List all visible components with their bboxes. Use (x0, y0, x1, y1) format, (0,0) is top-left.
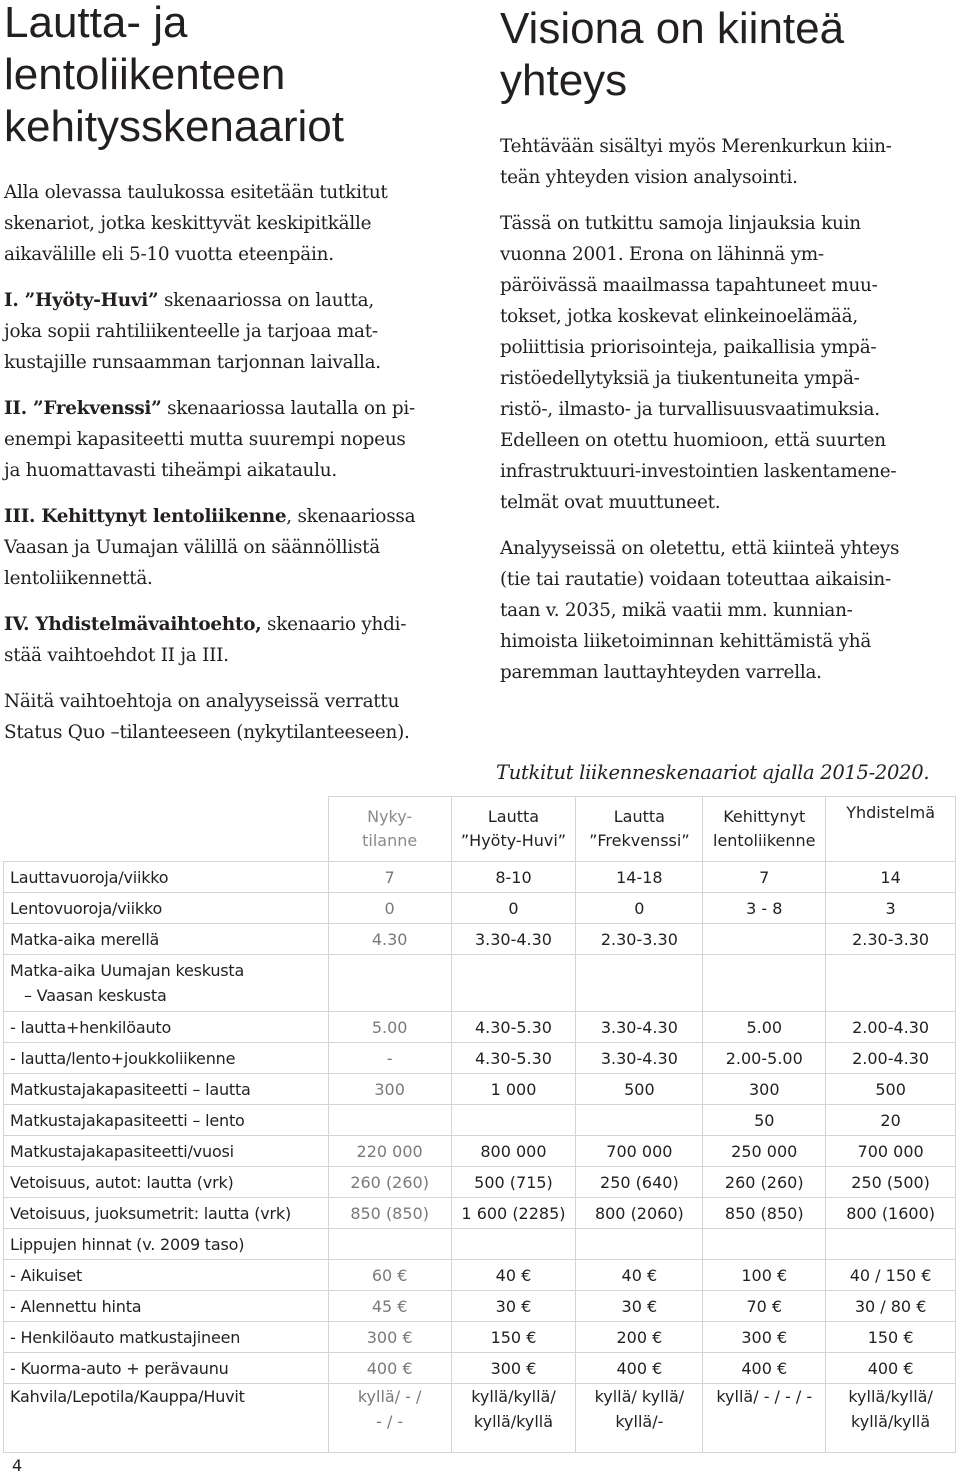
text-line: stää vaihtoehdot II ja III. (4, 645, 229, 666)
left-title-line: kehitysskenaariot (4, 102, 344, 151)
table-cell: 100 € (703, 1260, 826, 1291)
text-line: telmät ovat muuttuneet. (500, 492, 721, 513)
table-cell: 500 (715) (451, 1167, 576, 1198)
left-title-line: lentoliikenteen (4, 50, 286, 99)
row-label (4, 1260, 329, 1291)
text-line: Vaasan ja Uumajan välillä on säännöllistä (4, 537, 380, 558)
table-row (4, 1229, 956, 1260)
row-label (4, 1322, 329, 1353)
column-header (703, 797, 826, 862)
table-cell: 800 (1600) (826, 1198, 956, 1229)
scenario-3-name: III. Kehittynyt lentoliikenne (4, 506, 287, 527)
table-cell: 300 (703, 1074, 826, 1105)
scenario-2-paragraph (4, 393, 459, 486)
row-label (4, 1353, 329, 1384)
table-cell: 150 € (826, 1322, 956, 1353)
table-cell (451, 1384, 576, 1453)
table-cell: 700 000 (576, 1136, 703, 1167)
vision-paragraph-2 (500, 208, 955, 518)
row-label (4, 955, 329, 1012)
table-cell: 14-18 (576, 862, 703, 893)
text-line: Status Quo –tilanteeseen (nykytilanteeseen). (4, 722, 410, 743)
header-line: Lautta (613, 807, 665, 826)
table-cell: 8-10 (451, 862, 576, 893)
text-line: teän yhteyden vision analysointi. (500, 167, 798, 188)
outro-paragraph (4, 686, 459, 748)
header-line: Nyky- (367, 807, 413, 826)
table-cell: 20 (826, 1105, 956, 1136)
table-cell: 3 - 8 (703, 893, 826, 924)
table-caption: Tutkitut liikenneskenaariot ajalla 2015-2020. (496, 761, 930, 784)
text-line: tokset, jotka koskevat elinkeinoelämää, (500, 306, 858, 327)
text-line: (tie tai rautatie) voidaan toteuttaa aikaisin- (500, 569, 891, 590)
table-cell (826, 1229, 956, 1260)
header-line: Yhdistelmä (846, 803, 935, 822)
vision-paragraph-1 (500, 131, 955, 193)
row-label (4, 1012, 329, 1043)
text-line: joka sopii rahtiliikenteelle ja tarjoaa mat- (4, 321, 378, 342)
row-label-text: Matkustajakapasiteetti – lautta (10, 1079, 251, 1099)
table-cell: 4.30-5.30 (451, 1043, 576, 1074)
table-cell: 850 (850) (703, 1198, 826, 1229)
cell-line: kyllä/ - / (357, 1387, 422, 1406)
table-cell: 500 (826, 1074, 956, 1105)
table-cell: 40 € (576, 1260, 703, 1291)
row-label-text: Vetoisuus, autot: lautta (vrk) (10, 1172, 234, 1192)
row-label-text: Vetoisuus, juoksumetrit: lautta (vrk) (10, 1203, 291, 1223)
table-cell: 60 € (328, 1260, 451, 1291)
row-label (4, 1229, 329, 1260)
table-cell: 800 (2060) (576, 1198, 703, 1229)
table-cell: 1 000 (451, 1074, 576, 1105)
right-title (500, 3, 955, 107)
table-cell (328, 1229, 451, 1260)
table-cell: 0 (576, 893, 703, 924)
table-row (4, 1105, 956, 1136)
row-label (4, 1198, 329, 1229)
table-cell: 250 000 (703, 1136, 826, 1167)
row-label (4, 1074, 329, 1105)
cell-line: kyllä/kyllä/ (848, 1387, 933, 1406)
text-line: Näitä vaihtoehtoja on analyyseissä verrattu (4, 691, 400, 712)
left-title-line: Lautta- ja (4, 0, 188, 47)
table-cell: 200 € (576, 1322, 703, 1353)
header-line: ”Frekvenssi” (589, 831, 690, 850)
table-cell: 3.30-4.30 (451, 924, 576, 955)
table-cell: 300 € (328, 1322, 451, 1353)
header-line: Kehittynyt (723, 807, 806, 826)
table-cell: 5.00 (703, 1012, 826, 1043)
table-cell: 220 000 (328, 1136, 451, 1167)
row-label-text: Lippujen hinnat (v. 2009 taso) (10, 1234, 245, 1254)
table-cell: 250 (640) (576, 1167, 703, 1198)
table-cell: 30 € (576, 1291, 703, 1322)
table-row (4, 924, 956, 955)
table-cell: 14 (826, 862, 956, 893)
table-cell (703, 924, 826, 955)
table-row (4, 1167, 956, 1198)
header-line: lentoliikenne (713, 831, 816, 850)
text-line: päröivässä maailmassa tapahtuneet muu- (500, 275, 878, 296)
row-label (4, 862, 329, 893)
table-row (4, 1012, 956, 1043)
scenario-3-paragraph (4, 501, 459, 594)
table-row (4, 1074, 956, 1105)
cell-line: kyllä/kyllä (851, 1412, 931, 1431)
table-cell: 2.30-3.30 (826, 924, 956, 955)
table-cell: 70 € (703, 1291, 826, 1322)
row-label (4, 1384, 329, 1453)
table-cell: 4.30-5.30 (451, 1012, 576, 1043)
text-line: ristö-, ilmasto- ja turvallisuusvaatimuksia. (500, 399, 880, 420)
text-line: paremman lauttayhteyden varrella. (500, 662, 822, 683)
row-label-text: - Aikuiset (10, 1265, 83, 1285)
row-label-text: - Alennettu hinta (10, 1296, 142, 1316)
table-cell: 2.30-3.30 (576, 924, 703, 955)
table-cell: 0 (328, 893, 451, 924)
row-label (4, 1105, 329, 1136)
table-cell (451, 1229, 576, 1260)
table-cell (576, 1229, 703, 1260)
text-line: taan v. 2035, mikä vaatii mm. kunnian- (500, 600, 853, 621)
table-row (4, 1136, 956, 1167)
cell-line: kyllä/ kyllä/ (594, 1387, 685, 1406)
table-cell: 300 (328, 1074, 451, 1105)
table-cell (703, 1229, 826, 1260)
table-row (4, 1353, 956, 1384)
right-title-line: Visiona on kiinteä (500, 4, 845, 53)
text-line: skenariot, jotka keskittyvät keskipitkälle (4, 213, 372, 234)
row-label-text: Kahvila/Lepotila/Kauppa/Huvit (10, 1387, 245, 1406)
scenario-4-paragraph (4, 609, 459, 671)
page-number: 4 (12, 1456, 23, 1475)
table-cell (328, 1105, 451, 1136)
left-title (4, 0, 459, 153)
table-cell: 400 € (703, 1353, 826, 1384)
table-cell (451, 1105, 576, 1136)
row-label (4, 1167, 329, 1198)
table-cell: 2.00-4.30 (826, 1043, 956, 1074)
table-cell: 400 € (826, 1353, 956, 1384)
table-cell (328, 955, 451, 1012)
table-row (4, 1291, 956, 1322)
row-label-text: - Kuorma-auto + perävaunu (10, 1358, 229, 1378)
cell-line: kyllä/- (615, 1412, 664, 1431)
row-label (4, 1136, 329, 1167)
table-cell: 4.30 (328, 924, 451, 955)
header-line: tilanne (362, 831, 418, 850)
table-cell (451, 955, 576, 1012)
scenario-2-name: II. ”Frekvenssi” (4, 398, 162, 419)
table-cell: 5.00 (328, 1012, 451, 1043)
text-line: himoista liiketoiminnan kehittämistä yhä (500, 631, 872, 652)
text-line: ristöedellytyksiä ja tiukentuneita ympä- (500, 368, 860, 389)
table-cell: 260 (260) (703, 1167, 826, 1198)
table-cell (703, 955, 826, 1012)
table-row (4, 1384, 956, 1453)
text-line: lentoliikennettä. (4, 568, 153, 589)
table-cell: 3 (826, 893, 956, 924)
table-cell: 800 000 (451, 1136, 576, 1167)
text-line: skenaario yhdi- (261, 614, 407, 635)
column-header (328, 797, 451, 862)
scenario-1-paragraph (4, 285, 459, 378)
table-row (4, 862, 956, 893)
row-label-text: Matka-aika merellä (10, 929, 160, 949)
scenario-table (3, 796, 956, 1453)
cell-line: - / - (376, 1412, 404, 1431)
column-header (451, 797, 576, 862)
intro-paragraph (4, 177, 459, 270)
table-cell: 7 (703, 862, 826, 893)
cell-line: kyllä/ - / - / - (716, 1387, 813, 1406)
row-label-text: Matkustajakapasiteetti/vuosi (10, 1141, 234, 1161)
text-line: Edelleen on otettu huomioon, että suurten (500, 430, 886, 451)
cell-line: kyllä/kyllä (473, 1412, 554, 1431)
row-label (4, 893, 329, 924)
table-cell (328, 1384, 451, 1453)
scenario-1-name: I. ”Hyöty-Huvi” (4, 290, 159, 311)
column-header (826, 797, 956, 862)
left-column (4, 0, 459, 748)
table-cell: 0 (451, 893, 576, 924)
table-cell: 150 € (451, 1322, 576, 1353)
table-cell: 50 (703, 1105, 826, 1136)
text-line: Alla olevassa taulukossa esitetään tutkitut (4, 182, 388, 203)
table-row (4, 1322, 956, 1353)
row-label (4, 1291, 329, 1322)
text-line: infrastruktuuri-investointien laskentamene- (500, 461, 897, 482)
table-cell (576, 1105, 703, 1136)
vision-paragraph-3 (500, 533, 955, 688)
text-line: Tässä on tutkittu samoja linjauksia kuin (500, 213, 861, 234)
right-column (500, 0, 955, 688)
table-cell: 3.30-4.30 (576, 1012, 703, 1043)
table-cell: 300 € (703, 1322, 826, 1353)
table-cell: 400 € (576, 1353, 703, 1384)
table-cell: 30 € (451, 1291, 576, 1322)
column-header (576, 797, 703, 862)
table-row (4, 955, 956, 1012)
table-cell (826, 1384, 956, 1453)
text-line: aikavälille eli 5-10 vuotta eteenpäin. (4, 244, 334, 265)
table-cell: 45 € (328, 1291, 451, 1322)
row-label-text: - lautta/lento+joukkoliikenne (10, 1048, 236, 1068)
scenario-4-name: IV. Yhdistelmävaihtoehto, (4, 614, 262, 635)
row-label (4, 1043, 329, 1074)
table-cell (576, 955, 703, 1012)
header-line: ”Hyöty-Huvi” (460, 831, 567, 850)
row-label-text: Lentovuoroja/viikko (10, 898, 163, 918)
table-cell: 300 € (451, 1353, 576, 1384)
table-row (4, 1198, 956, 1229)
table-cell: 2.00-4.30 (826, 1012, 956, 1043)
row-label-text: - Henkilöauto matkustajineen (10, 1327, 241, 1347)
empty-header-cell (4, 797, 329, 862)
text-line: vuonna 2001. Erona on lähinnä ym- (500, 244, 824, 265)
header-line: Lautta (487, 807, 540, 826)
text-line: kustajille runsaamman tarjonnan laivalla. (4, 352, 381, 373)
row-label (4, 924, 329, 955)
table-cell: 700 000 (826, 1136, 956, 1167)
table-row (4, 1260, 956, 1291)
row-label-text: - lautta+henkilöauto (10, 1017, 172, 1037)
table-cell: 260 (260) (328, 1167, 451, 1198)
text-line: , skenaariossa (286, 506, 416, 527)
table-cell (703, 1384, 826, 1453)
cell-line: kyllä/kyllä/ (471, 1387, 556, 1406)
table-cell: 2.00-5.00 (703, 1043, 826, 1074)
table-cell: 40 / 150 € (826, 1260, 956, 1291)
table-cell: 40 € (451, 1260, 576, 1291)
text-line: enempi kapasiteetti mutta suurempi nopeus (4, 429, 406, 450)
row-label-text: Matkustajakapasiteetti – lento (10, 1110, 245, 1130)
text-line: poliittisia priorisointeja, paikallisia ympä- (500, 337, 877, 358)
table-cell (826, 955, 956, 1012)
table-cell: 500 (576, 1074, 703, 1105)
table-cell: 400 € (328, 1353, 451, 1384)
right-title-line: yhteys (500, 56, 628, 105)
table-header-row (4, 797, 956, 862)
text-line: skenaariossa lautalla on pi- (161, 398, 415, 419)
table-cell: 250 (500) (826, 1167, 956, 1198)
row-label-text: Matka-aika Uumajan keskusta (10, 961, 245, 980)
table-cell: 7 (328, 862, 451, 893)
row-label-text: Lauttavuoroja/viikko (10, 867, 169, 887)
table-row (4, 1043, 956, 1074)
row-label-text: – Vaasan keskusta (24, 986, 167, 1005)
text-line: Analyyseissä on oletettu, että kiinteä yhteys (500, 538, 900, 559)
table-row (4, 893, 956, 924)
table-cell: 3.30-4.30 (576, 1043, 703, 1074)
table-cell: 1 600 (2285) (451, 1198, 576, 1229)
table-cell: 850 (850) (328, 1198, 451, 1229)
text-line: Tehtävään sisältyi myös Merenkurkun kiin- (500, 136, 892, 157)
text-line: skenaariossa on lautta, (158, 290, 374, 311)
table-cell (576, 1384, 703, 1453)
text-line: ja huomattavasti tiheämpi aikataulu. (4, 460, 337, 481)
table-cell: 30 / 80 € (826, 1291, 956, 1322)
table-cell: - (328, 1043, 451, 1074)
